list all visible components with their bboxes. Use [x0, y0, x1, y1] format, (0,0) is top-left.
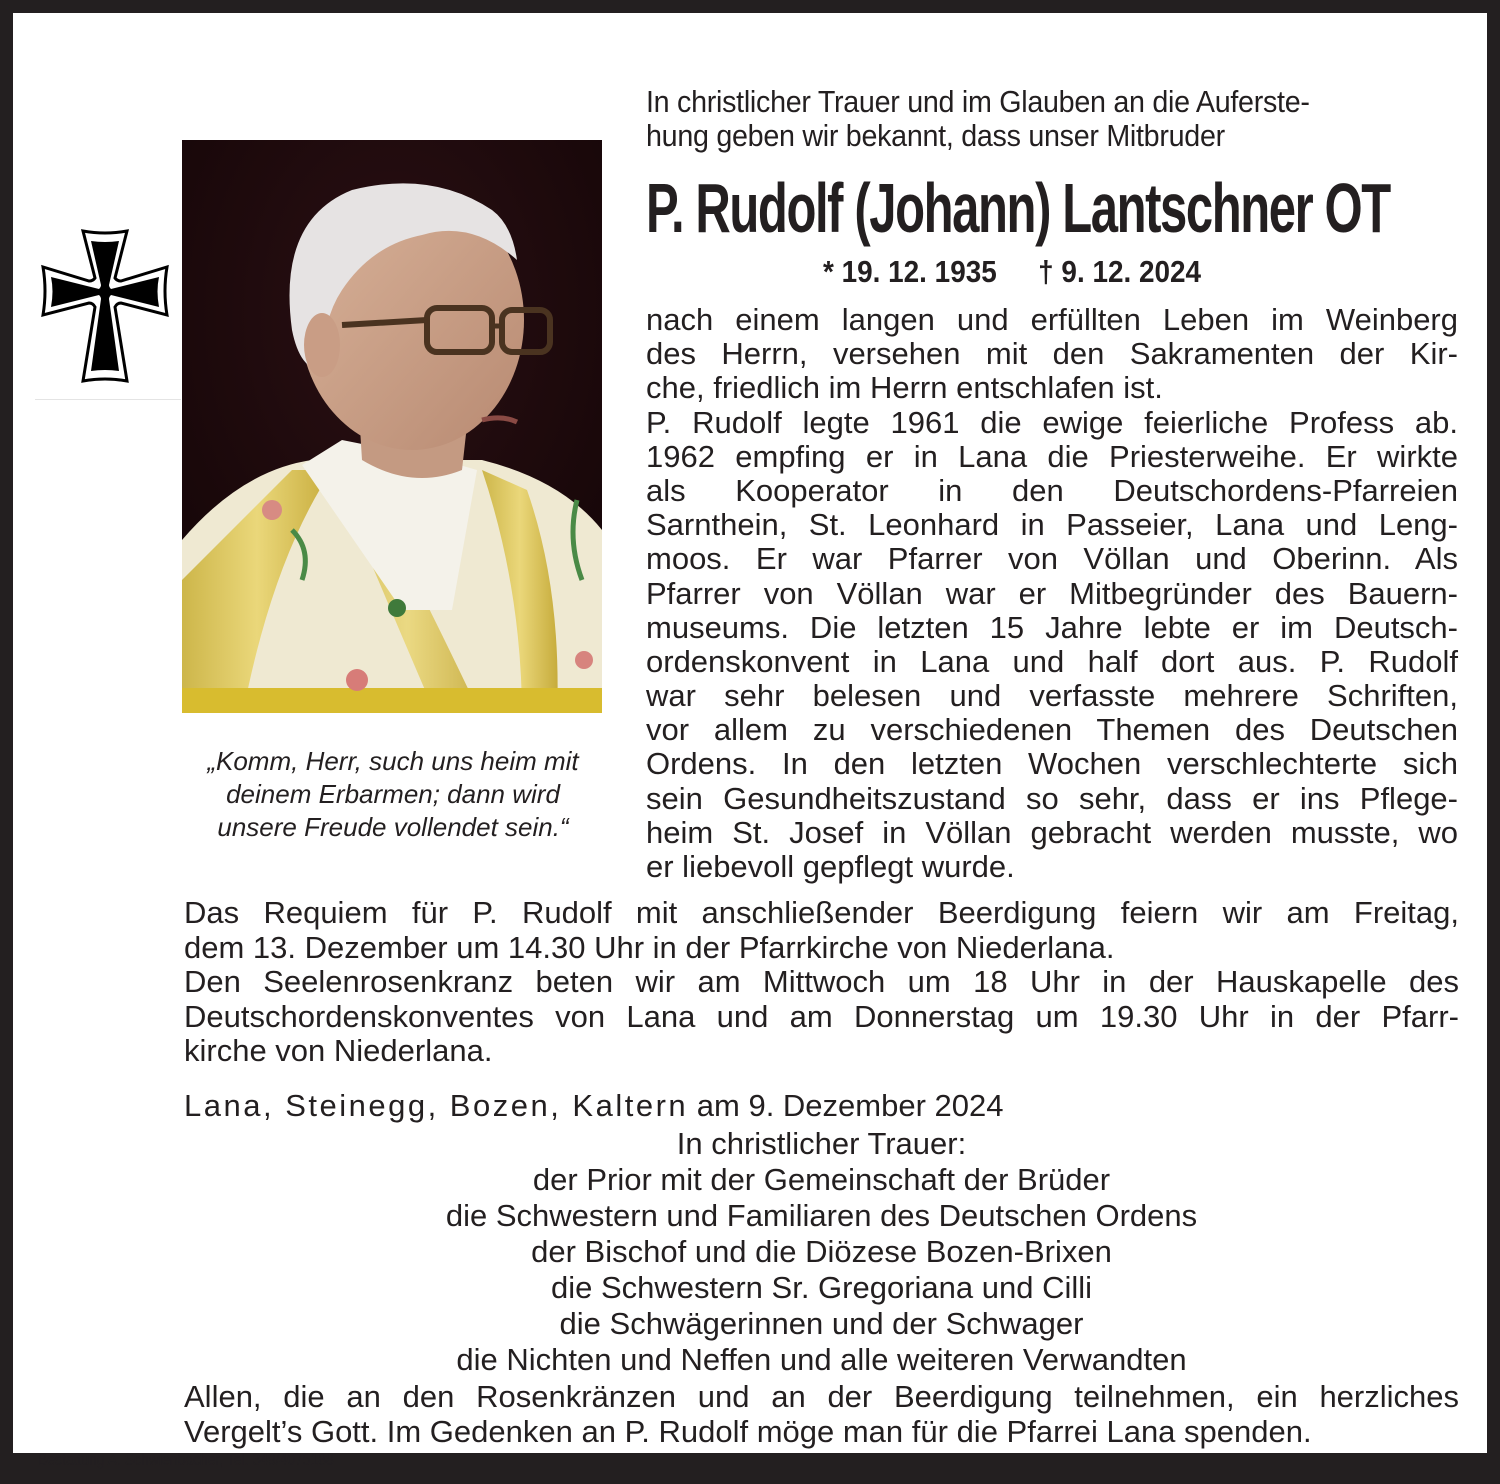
biography-line: Sarnthein, St. Leonhard in Passeier, Lana und Leng-	[646, 507, 1458, 543]
service-line: dem 13. Dezember um 14.30 Uhr in der Pfarrkirche von Niederlana.	[184, 929, 1115, 965]
service-line: Deutschordenskonventes von Lana und am Donnerstag um 19.30 Uhr in der Pfarr-	[184, 998, 1459, 1034]
service-line: kirche von Niederlana.	[184, 1033, 493, 1068]
thanks-line: Allen, die an den Rosenkränzen und an der Beerdigung teilnehmen, ein herzliches	[184, 1379, 1459, 1414]
bible-quote	[173, 745, 613, 844]
biography-line: sein Gesundheitszustand so sehr, dass er ins Pflege-	[646, 780, 1458, 816]
biography-line: Pfarrer von Völlan war er Mitbegründer des Bauern-	[646, 575, 1458, 611]
mourner-line: der Prior mit der Gemeinschaft der Brüder	[532, 1162, 1111, 1197]
thanks-text	[184, 1380, 1459, 1449]
service-line: Das Requiem für P. Rudolf mit anschließender Beerdigung feiern wir am Freitag,	[184, 895, 1459, 930]
biography-line: Ordens. In den letzten Wochen verschlechterte sich	[646, 746, 1458, 782]
biography-line: des Herrn, versehen mit den Sakramenten der Kir-	[646, 336, 1458, 372]
biography-line: moos. Er war Pfarrer von Völlan und Oberinn. Als	[646, 541, 1458, 577]
mourners-list	[184, 1126, 1459, 1378]
mourners-heading: In christlicher Trauer:	[676, 1126, 967, 1161]
biography-line: heim St. Josef in Völlan gebracht werden musste, wo	[646, 814, 1458, 850]
life-dates	[823, 253, 1201, 291]
quote-line: „Komm, Herr, such uns heim mit	[207, 746, 579, 776]
notice-date: am 9. Dezember 2024	[696, 1088, 1004, 1123]
biography-text	[646, 303, 1458, 884]
quote-line: deinem Erbarmen; dann wird	[226, 779, 560, 809]
mourner-line: die Schwestern und Familiaren des Deutschen Ordens	[445, 1198, 1198, 1233]
birth-date: * 19. 12. 1935	[823, 254, 997, 289]
biography-line: er liebevoll gepflegt wurde.	[646, 849, 1015, 884]
mourner-line: die Schwägerinnen und der Schwager	[559, 1306, 1084, 1341]
biography-line: als Kooperator in den Deutschordens-Pfarreien	[646, 472, 1458, 508]
thanks-line: Vergelt’s Gott. Im Gedenken an P. Rudolf möge man für die Pfarrei Lana spenden.	[184, 1413, 1312, 1449]
obituary-notice	[13, 13, 1487, 1469]
mourner-line: der Bischof und die Diözese Bozen-Brixen	[531, 1234, 1112, 1269]
funeral-home-credit: Bestattung A. Schwienbacher, Tel. 349/4075188	[38, 1450, 334, 1469]
biography-line: ordenskonvent in Lana und half dort aus. P. Rudolf	[646, 643, 1458, 679]
biography-line: 1962 empfing er in Lana die Priesterweihe. Er wirkte	[646, 438, 1458, 474]
teutonic-cross-icon	[35, 213, 175, 399]
intro-line: hung geben wir bekannt, dass unser Mitbruder	[646, 119, 1225, 153]
death-date: † 9. 12. 2024	[1038, 254, 1202, 289]
divider	[35, 399, 181, 400]
mourner-line: die Schwestern Sr. Gregoriana und Cilli	[550, 1270, 1093, 1305]
biography-line: che, friedlich im Herrn entschlafen ist.	[646, 370, 1163, 406]
quote-line: unsere Freude vollendet sein.“	[217, 812, 569, 842]
mourner-line: die Nichten und Neffen und alle weiteren Verwandten	[456, 1342, 1187, 1377]
biography-line: vor allem zu verschiedenen Themen des Deutschen	[646, 712, 1458, 748]
intro-line: In christlicher Trauer und im Glauben an die Auferste-	[646, 85, 1310, 119]
biography-line: war sehr belesen und verfasste mehrere Schriften,	[646, 678, 1458, 714]
deceased-name: P. Rudolf (Johann) Lantschner OT	[646, 169, 1390, 247]
biography-line: nach einem langen und erfüllten Leben im Weinberg	[646, 302, 1458, 337]
place-date	[184, 1088, 1004, 1124]
service-line: Den Seelenrosenkranz beten wir am Mittwoch um 18 Uhr in der Hauskapelle des	[184, 964, 1459, 999]
portrait-photo	[182, 140, 602, 718]
intro-text	[646, 85, 1417, 153]
service-details	[184, 896, 1459, 1069]
biography-line: museums. Die letzten 15 Jahre lebte er im Deutsch-	[646, 609, 1458, 645]
places: Lana, Steinegg, Bozen, Kaltern	[184, 1088, 689, 1123]
biography-line: P. Rudolf legte 1961 die ewige feierliche Profess ab.	[646, 404, 1458, 440]
